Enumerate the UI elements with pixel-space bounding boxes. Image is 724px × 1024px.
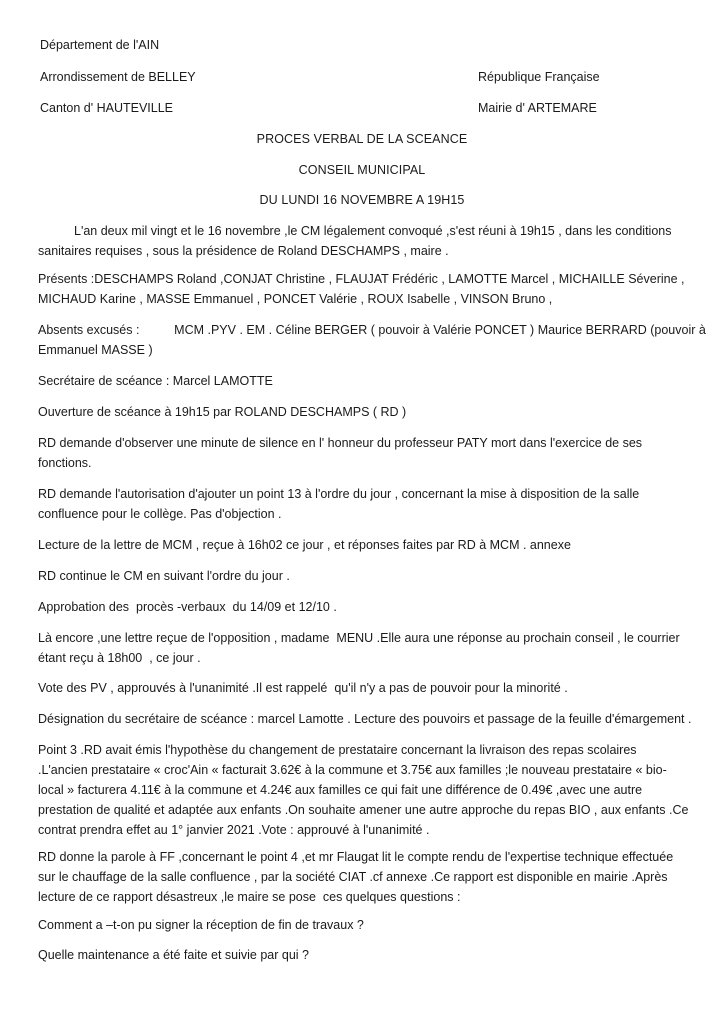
paragraph-line: contrat prendra effet au 1° janvier 2021 .Vote : approuvé à l'unanimité . [38,823,430,837]
paragraph-line: .L'ancien prestataire « croc'Ain « facturait 3.62€ à la commune et 3.75€ aux familles ;le nouveau prestataire « bio- [38,763,667,777]
paragraph-presents [38,269,698,309]
paragraph-designation [38,709,698,729]
paragraph-line: Lecture de la lettre de MCM , reçue à 16h02 ce jour , et réponses faites par RD à MCM . annexe [38,538,571,552]
paragraph-line: Ouverture de scéance à 19h15 par ROLAND DESCHAMPS ( RD ) [38,405,407,419]
paragraph-line: L'an deux mil vingt et le 16 novembre ,le CM légalement convoqué ,s'est réuni à 19h15 , dans les conditions [74,224,672,238]
paragraph-line: lecture de ce rapport désastreux ,le maire se pose ces quelques questions : [38,890,461,904]
paragraph-lettre-mcm [38,535,698,555]
paragraph-approbation [38,597,698,617]
paragraph-point-3 [38,740,698,840]
paragraph-secretaire [38,371,698,391]
paragraph-line: sur le chauffage de la salle confluence , par la société CIAT .cf annexe .Ce rapport est disponible en mairie .Après [38,870,668,884]
paragraph-line: Là encore ,une lettre reçue de l'opposition , madame MENU .Elle aura une réponse au prochain conseil , le courrier [38,631,680,645]
paragraph-line: RD demande l'autorisation d'ajouter un point 13 à l'ordre du jour , concernant la mise à disposition de la salle [38,487,640,501]
paragraph-point-4 [38,847,698,907]
mairie-label: Mairie d' ARTEMARE [478,101,597,115]
paragraph-line: Absents excusés : MCM .PYV . EM . Céline BERGER ( pouvoir à Valérie PONCET ) Maurice BERRARD (pouvoir à [38,323,706,337]
paragraph-line: fonctions. [38,456,92,470]
paragraph-question-2 [38,945,698,965]
paragraph-ordre-du-jour [38,566,698,586]
paragraph-line: Désignation du secrétaire de scéance : marcel Lamotte . Lecture des pouvoirs et passage de la feuille d'émargement . [38,712,692,726]
paragraph-line: Comment a –t-on pu signer la réception de fin de travaux ? [38,918,364,932]
paragraph-line: Vote des PV , approuvés à l'unanimité .Il est rappelé qu'il n'y a pas de pouvoir pour la minorité . [38,681,568,695]
document-subtitle: CONSEIL MUNICIPAL [298,163,426,177]
paragraph-ouverture [38,402,698,422]
paragraph-line: Secrétaire de scéance : Marcel LAMOTTE [38,374,273,388]
paragraph-line: sanitaires requises , sous la présidence de Roland DESCHAMPS , maire . [38,244,449,258]
paragraph-line: Point 3 .RD avait émis l'hypothèse du changement de prestataire concernant la livraison des repas scolaires [38,743,637,757]
paragraph-absents [38,320,706,360]
paragraph-opposition [38,628,698,668]
document-title: PROCES VERBAL DE LA SCEANCE [256,132,468,146]
paragraph-line: prestation de qualité et adaptée aux enfants .On souhaite amener une autre approche du repas BIO , aux enfants .Ce [38,803,689,817]
republique-label: République Française [478,70,600,84]
paragraph-minute-silence [38,433,698,473]
document-date: DU LUNDI 16 NOVEMBRE A 19H15 [259,193,465,207]
paragraph-line: RD donne la parole à FF ,concernant le point 4 ,et mr Flaugat lit le compte rendu de l'expertise technique effectuée [38,850,674,864]
paragraph-line: MICHAUD Karine , MASSE Emmanuel , PONCET Valérie , ROUX Isabelle , VINSON Bruno , [38,292,553,306]
paragraph-line: étant reçu à 18h00 , ce jour . [38,651,201,665]
paragraph-line: Emmanuel MASSE ) [38,343,153,357]
canton-label: Canton d' HAUTEVILLE [40,101,174,115]
paragraph-line: RD demande d'observer une minute de silence en l' honneur du professeur PATY mort dans l'exercice de ses [38,436,643,450]
paragraph-line: confluence pour le collège. Pas d'objection . [38,507,282,521]
arrondissement-label: Arrondissement de BELLEY [40,70,196,84]
departement-label: Département de l'AIN [40,38,160,52]
paragraph-line: Présents :DESCHAMPS Roland ,CONJAT Christine , FLAUJAT Frédéric , LAMOTTE Marcel , MICHAILLE Séverine , [38,272,685,286]
paragraph-point-13 [38,484,698,524]
paragraph-vote-pv [38,678,698,698]
paragraph-line: Approbation des procès -verbaux du 14/09 et 12/10 . [38,600,337,614]
paragraph-question-1 [38,915,698,935]
paragraph-opening [38,221,724,261]
paragraph-line: RD continue le CM en suivant l'ordre du jour . [38,569,290,583]
paragraph-line: local » facturera 4.11€ à la commune et 4.24€ aux familles ce qui fait une différence de 0.49€ ,avec une autre [38,783,643,797]
paragraph-line: Quelle maintenance a été faite et suivie par qui ? [38,948,310,962]
